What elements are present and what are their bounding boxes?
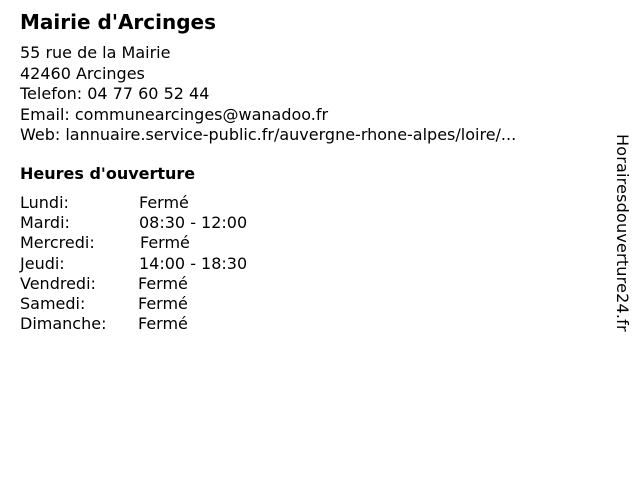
time-value: Fermé: [139, 193, 189, 212]
opening-hours-heading: Heures d'ouverture: [20, 164, 196, 183]
day-label: Mercredi:: [20, 233, 95, 253]
day-label: Mardi:: [20, 213, 70, 233]
page-title: Mairie d'Arcinges: [20, 10, 217, 34]
street-address: 55 rue de la Mairie: [20, 43, 171, 62]
email-address: Email: communearcinges@wanadoo.fr: [20, 104, 329, 124]
time-value: Fermé: [140, 233, 190, 253]
website-link[interactable]: Web: lannuaire.service-public.fr/auvergne-rhone-alpes/loire/...: [20, 125, 517, 144]
time-value: Fermé: [138, 293, 188, 313]
time-value: Fermé: [138, 314, 188, 334]
time-value: 08:30 - 12:00: [139, 213, 248, 233]
phone-number: Telefon: 04 77 60 52 44: [20, 84, 210, 103]
day-label: Dimanche:: [20, 314, 107, 334]
day-label: Samedi:: [20, 293, 86, 313]
time-value: Fermé: [138, 273, 188, 293]
site-watermark: Horairesdouverture24.fr: [613, 134, 632, 332]
day-label: Jeudi:: [20, 253, 65, 273]
address-block: [20, 43, 516, 146]
city-postcode: 42460 Arcinges: [20, 63, 145, 83]
time-value: 14:00 - 18:30: [139, 253, 248, 273]
day-label: Lundi:: [20, 193, 69, 212]
day-label: Vendredi:: [20, 273, 96, 293]
